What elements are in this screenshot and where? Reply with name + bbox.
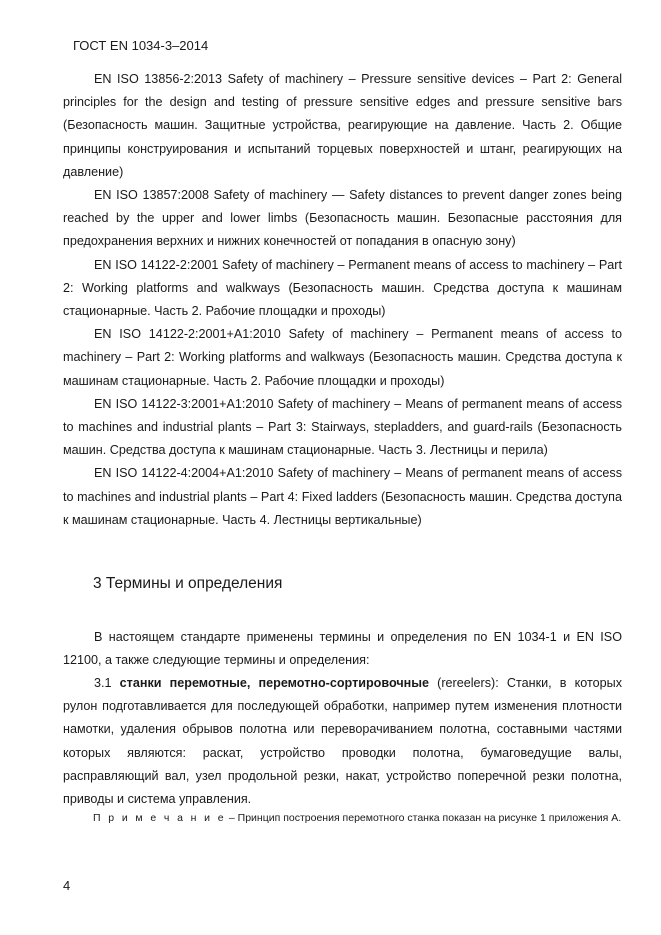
reference-item: EN ISO 13857:2008 Safety of machinery — Safety distances to prevent danger zones being reached by the upper and lower limbs (Безопасность машин. Безопасные расстояния для предохранения верхних и нижних конечностей от попадания в опасную зону) [63,188,622,249]
term-number: 3.1 [94,676,120,690]
reference-item: EN ISO 14122-2:2001+A1:2010 Safety of machinery – Permanent means of access to machinery – Part 2: Working platforms and walkways (Безопасность машин. Средства доступа к машинам стационарные. Часть 2. Рабочие площадки и проходы) [63,327,622,388]
normative-references [63,68,622,532]
term-paragraph [63,672,622,811]
section-heading: 3 Термины и определения [93,575,283,592]
note-label: П р и м е ч а н и е [93,812,226,824]
intro-paragraph: В настоящем стандарте применены термины и определения по EN 1034-1 и EN ISO 12100, а также следующие термины и определения: [63,630,622,668]
section-intro [63,626,622,672]
reference-item: EN ISO 14122-2:2001 Safety of machinery – Permanent means of access to machinery – Part 2: Working platforms and walkways (Безопасность машин. Средства доступа к машинам стационарные. Часть 2. Рабочие площадки и проходы) [63,257,622,319]
note-text: – Принцип построения перемотного станка показан на рисунке 1 приложения А. [225,812,622,824]
reference-item: EN ISO 14122-4:2004+A1:2010 Safety of machinery – Means of permanent means of access to machines and industrial plants – Part 4: Fixed ladders (Безопасность машин. Средства доступа к машинам стационарные. Часть 4. Лестницы вертикальные) [63,466,622,527]
term-name: станки перемотные, перемотно-сортировочные [119,676,429,690]
document-header: ГОСТ EN 1034-3–2014 [73,38,209,53]
term-text: (rereelers): Станки, в которых рулон подготавливается для последующей обработки, например путем изменения плотности намотки, удаления обрывов полотна или переворачиванием полотна, составными частями которых являются: раскат, устройство проводки полотна, бумаговедущие валы, расправляющий вал, узел продольной резки, накат, устройство поперечной резки полотна, приводы и система управления. [63,676,622,807]
page-number: 4 [63,878,71,893]
reference-item: EN ISO 14122-3:2001+A1:2010 Safety of machinery – Means of permanent means of access to machines and industrial plants – Part 3: Stairways, stepladders, and guard-rails (Безопасность машин. Средства доступа к машинам стационарные. Часть 3. Лестницы и перила) [63,396,622,458]
term-definition [63,672,622,811]
reference-item: EN ISO 13856-2:2013 Safety of machinery – Pressure sensitive devices – Part 2: General principles for the design and testing of pressure sensitive edges and pressure sensitive bars (Безопасность машин. Защитные устройства, реагирующие на давление. Часть 2. Общие принципы конструирования и испытаний торцевых поверхностей и штанг, реагирующих на давление) [63,72,622,179]
note [93,811,621,825]
